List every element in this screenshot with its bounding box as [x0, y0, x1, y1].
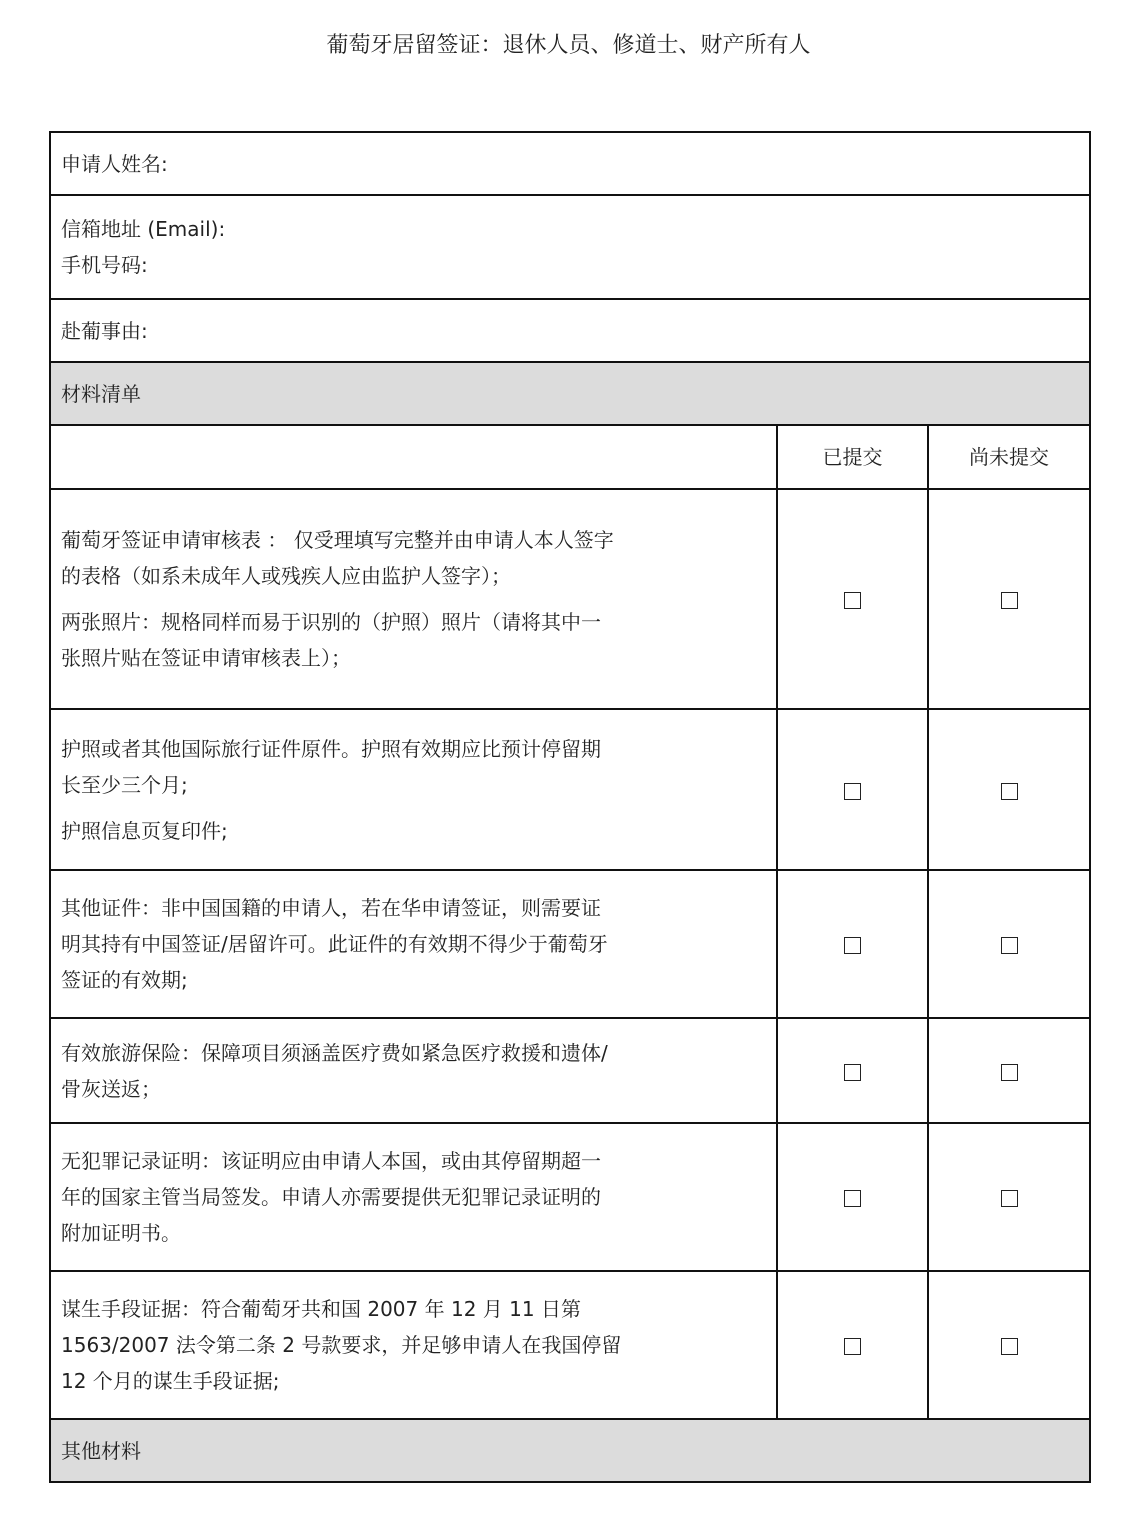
column-header-submitted: 已提交: [777, 425, 928, 489]
checkbox-cell-submitted: [777, 1271, 928, 1419]
item-text-line: 长至少三个月;: [61, 772, 188, 797]
section-title-materials: 材料清单: [50, 362, 1090, 425]
document-title: 葡萄牙居留签证：退休人员、修道士、财产所有人: [326, 33, 811, 58]
checkbox-submitted[interactable]: [844, 1064, 861, 1081]
checklist-item-description: [50, 1123, 777, 1271]
checkbox-cell-not-submitted: [928, 870, 1090, 1018]
checkbox-submitted[interactable]: [844, 783, 861, 800]
checkbox-submitted[interactable]: [844, 937, 861, 954]
checkbox-submitted[interactable]: [844, 592, 861, 609]
item-text-line: 护照信息页复印件;: [61, 818, 228, 843]
checkbox-cell-submitted: [777, 870, 928, 1018]
checkbox-submitted[interactable]: [844, 1338, 861, 1355]
checkbox-cell-not-submitted: [928, 1271, 1090, 1419]
item-text-line: 明其持有中国签证/居留许可。此证件的有效期不得少于葡萄牙: [61, 932, 608, 956]
item-paragraph: [61, 890, 766, 998]
item-paragraph: [61, 522, 766, 594]
contact-field[interactable]: [50, 195, 1090, 299]
checklist-item-row: [50, 1271, 1090, 1419]
item-text-line: 其他证件：非中国国籍的申请人，若在华申请签证，则需要证: [61, 896, 601, 920]
reason-field[interactable]: [50, 299, 1090, 362]
checklist-item-description: [50, 1018, 777, 1123]
item-paragraph: [61, 1035, 766, 1107]
checklist-item-row: [50, 1018, 1090, 1123]
applicant-name-row: [50, 132, 1090, 195]
header-blank-cell: [50, 425, 777, 489]
checklist-item-row: [50, 709, 1090, 870]
section-header-other: [50, 1419, 1090, 1482]
checkbox-not-submitted[interactable]: [1001, 937, 1018, 954]
item-text-line: 1563/2007 法令第二条 2 号款要求，并足够申请人在我国停留: [61, 1333, 622, 1357]
checkbox-not-submitted[interactable]: [1001, 592, 1018, 609]
checkbox-cell-not-submitted: [928, 1018, 1090, 1123]
checklist-column-headers: [50, 425, 1090, 489]
application-form-table: [49, 131, 1091, 1483]
section-header-materials: [50, 362, 1090, 425]
item-paragraph: [61, 813, 766, 849]
email-label: 信箱地址 (Email):: [61, 217, 226, 241]
checkbox-not-submitted[interactable]: [1001, 1064, 1018, 1081]
checklist-item-row: [50, 1123, 1090, 1271]
item-text-line: 骨灰送返；: [61, 1076, 161, 1101]
item-text-line: 有效旅游保险：保障项目须涵盖医疗费如紧急医疗救援和遗体/: [61, 1040, 608, 1065]
checkbox-not-submitted[interactable]: [1001, 1338, 1018, 1355]
column-header-not-submitted: 尚未提交: [928, 425, 1090, 489]
item-text-line: 护照或者其他国际旅行证件原件。护照有效期应比预计停留期: [61, 736, 601, 761]
applicant-name-label: 申请人姓名:: [61, 151, 168, 176]
checklist-item-description: [50, 489, 777, 709]
checkbox-cell-submitted: [777, 489, 928, 709]
item-text-line: 年的国家主管当局签发。申请人亦需要提供无犯罪记录证明的: [61, 1185, 601, 1209]
item-text-line: 的表格（如系未成年人或残疾人应由监护人签字）；: [61, 564, 511, 588]
item-text-line: 签证的有效期;: [61, 968, 188, 992]
item-text-line: 谋生手段证据：符合葡萄牙共和国 2007 年 12 月 11 日第: [61, 1297, 581, 1321]
item-paragraph: [61, 1291, 766, 1399]
item-text-line: 12 个月的谋生手段证据;: [61, 1369, 280, 1393]
reason-label: 赴葡事由:: [61, 318, 148, 343]
section-title-other: 其他材料: [50, 1419, 1090, 1482]
item-paragraph: [61, 1143, 766, 1251]
item-text-line: 附加证明书。: [61, 1221, 181, 1245]
item-text-line: 两张照片：规格同样而易于识别的（护照）照片（请将其中一: [61, 610, 601, 634]
item-text-line: 张照片贴在签证申请审核表上）；: [61, 646, 351, 670]
contact-row: [50, 195, 1090, 299]
item-paragraph: [61, 731, 766, 803]
checklist-item-row: [50, 489, 1090, 709]
checklist-item-description: [50, 709, 777, 870]
applicant-name-field[interactable]: [50, 132, 1090, 195]
checkbox-cell-not-submitted: [928, 1123, 1090, 1271]
checkbox-cell-submitted: [777, 1123, 928, 1271]
phone-label: 手机号码:: [61, 253, 148, 277]
checkbox-cell-submitted: [777, 1018, 928, 1123]
checkbox-cell-not-submitted: [928, 489, 1090, 709]
checkbox-submitted[interactable]: [844, 1190, 861, 1207]
checkbox-cell-not-submitted: [928, 709, 1090, 870]
checkbox-not-submitted[interactable]: [1001, 783, 1018, 800]
checklist-item-description: [50, 870, 777, 1018]
item-text-line: 葡萄牙签证申请审核表 ： 仅受理填写完整并由申请人本人签字: [61, 528, 614, 552]
checkbox-not-submitted[interactable]: [1001, 1190, 1018, 1207]
checklist-item-description: [50, 1271, 777, 1419]
checklist-item-row: [50, 870, 1090, 1018]
item-text-line: 无犯罪记录证明：该证明应由申请人本国，或由其停留期超一: [61, 1149, 601, 1173]
reason-row: [50, 299, 1090, 362]
item-paragraph: [61, 604, 766, 676]
checkbox-cell-submitted: [777, 709, 928, 870]
